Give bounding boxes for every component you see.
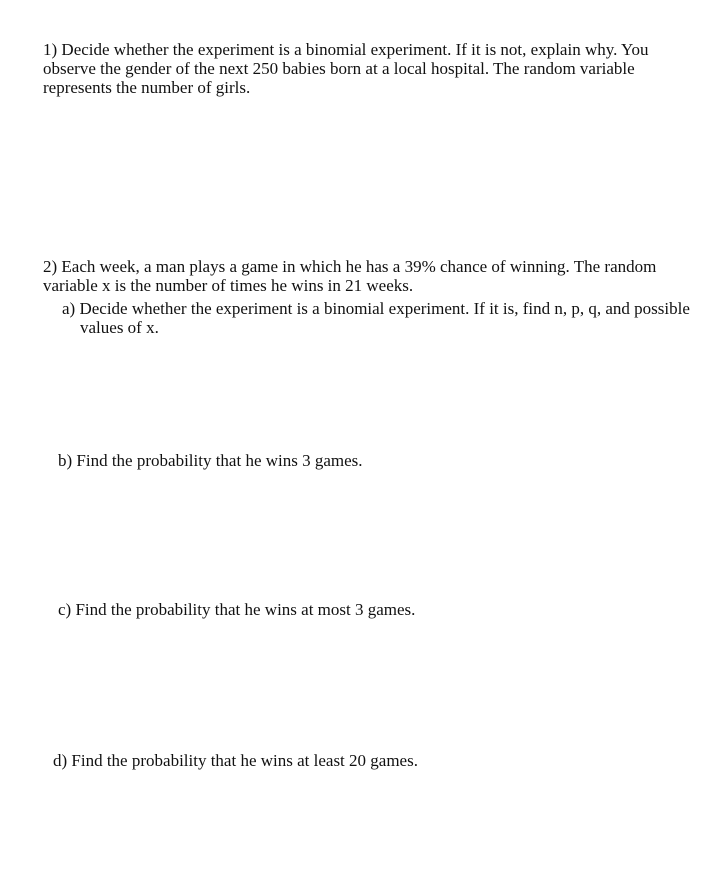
- question-2-stem: 2) Each week, a man plays a game in which he has a 39% chance of winning. The random variable x is the number of times he wins in 21 weeks.: [43, 257, 657, 295]
- question-1-text: 1) Decide whether the experiment is a binomial experiment. If it is not, explain why. You observe the gender of the next 250 babies born at a local hospital. The random variable represents the number of girls.: [43, 40, 649, 97]
- question-2a-text: a) Decide whether the experiment is a binomial experiment. If it is, find n, p, q, and possible values of x.: [62, 299, 690, 337]
- question-2c-text: c) Find the probability that he wins at most 3 games.: [58, 600, 416, 619]
- question-2b-text: b) Find the probability that he wins 3 games.: [58, 451, 363, 470]
- question-2d-text: d) Find the probability that he wins at least 20 games.: [53, 751, 418, 770]
